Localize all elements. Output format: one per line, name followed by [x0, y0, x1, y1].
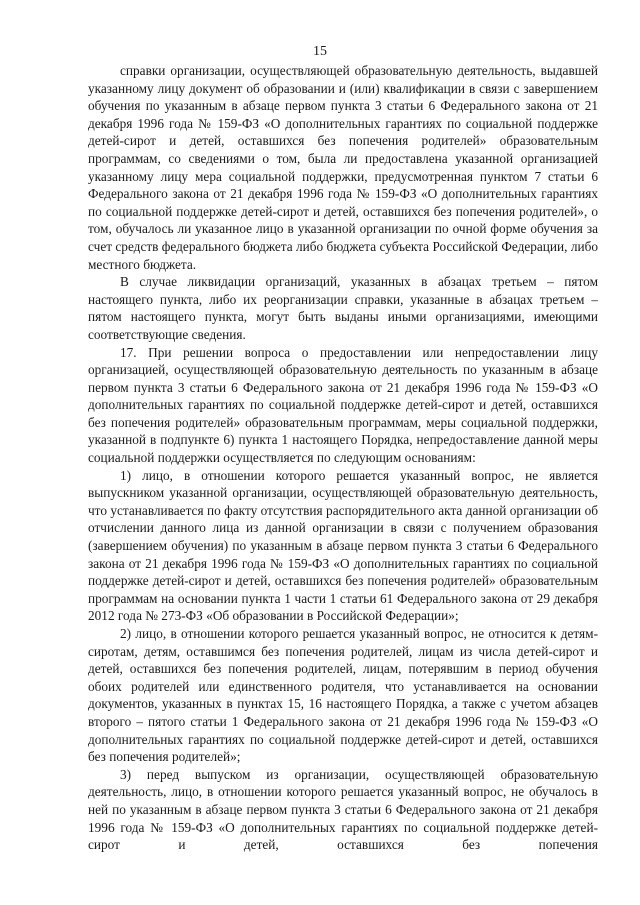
paragraph-subitem-1: 1) лицо, в отношении которого решается указанный вопрос, не является выпускником указанной организации, осуществляющей образовательную деятельность, что устанавливается по факту отсутствия распорядительного акта данной организации об отчислении данного лица из данной организации в связи с получением образования (завершением обучения) по указанным в абзаце первом пункта 3 статьи 6 Федерального закона от 21 декабря 1996 года № 159-ФЗ «О дополнительных гарантиях по социальной поддержке детей-сирот и детей, оставшихся без попечения родителей» образовательным программам на основании пункта 1 части 1 статьи 61 Федерального закона от 29 декабря 2012 года № 273-ФЗ «Об образовании в Российской Федерации»; [88, 467, 598, 624]
paragraph-subitem-3: 3) перед выпуском из организации, осуществляющей образовательную деятельность, лицо, в отношении которого решается указанный вопрос, не обучалось в ней по указанным в абзаце первом пункта 3 статьи 6 Федерального закона от 21 декабря 1996 года № 159-ФЗ «О дополнительных гарантиях по социальной поддержке детей-сирот и детей, оставшихся без попечения [88, 766, 598, 853]
document-body [88, 62, 598, 854]
paragraph-liquidation: В случае ликвидации организаций, указанных в абзацах третьем – пятом настоящего пункта, либо их реорганизации справки, указанные в абзацах третьем – пятом настоящего пункта, могут быть выданы иными организациями, имеющими соответствующие сведения. [88, 274, 598, 342]
page-number: 15 [313, 44, 327, 59]
paragraph-continuation: справки организации, осуществляющей образовательную деятельность, выдавшей указанному лицу документ об образовании и (или) квалификации в связи с завершением обучения по указанным в абзаце первом пункта 3 статьи 6 Федерального закона от 21 декабря 1996 года № 159-ФЗ «О дополнительных гарантиях по социальной поддержке детей-сирот и детей, оставшихся без попечения родителей» образовательным программам, со сведениями о том, была ли предоставлена указанной организацией указанному лицу мера социальной поддержки, предусмотренная пунктом 7 статьи 6 Федерального закона от 21 декабря 1996 года № 159-ФЗ «О дополнительных гарантиях по социальной поддержке детей-сирот и детей, оставшихся без попечения родителей», о том, обучалось ли указанное лицо в указанной организации по очной форме обучения за счет средств федерального бюджета либо бюджета субъекта Российской Федерации, либо местного бюджета. [88, 63, 598, 272]
paragraph-item-17: 17. При решении вопроса о предоставлении или непредоставлении лицу организацией, осуществляющей образовательную деятельность по указанным в абзаце первом пункта 3 статьи 6 Федерального закона от 21 декабря 1996 года № 159-ФЗ «О дополнительных гарантиях по социальной поддержке детей-сирот и детей, оставшихся без попечения родителей» образовательным программам, меры социальной поддержки, указанной в подпункте 6) пункта 1 настоящего Порядка, непредоставление данной меры социальной поддержки осуществляется по следующим основаниям: [88, 344, 598, 466]
paragraph-subitem-2: 2) лицо, в отношении которого решается указанный вопрос, не относится к детям-сиротам, детям, оставшимся без попечения родителей, лицам из числа детей-сирот и детей, оставшихся без попечения родителей, лицам, потерявшим в период обучения обоих родителей или единственного родителя, что устанавливается на основании документов, указанных в пунктах 15, 16 настоящего Порядка, а также с учетом абзацев второго – пятого статьи 1 Федерального закона от 21 декабря 1996 года № 159-ФЗ «О дополнительных гарантиях по социальной поддержке детей-сирот и детей, оставшихся без попечения родителей»; [88, 626, 598, 765]
